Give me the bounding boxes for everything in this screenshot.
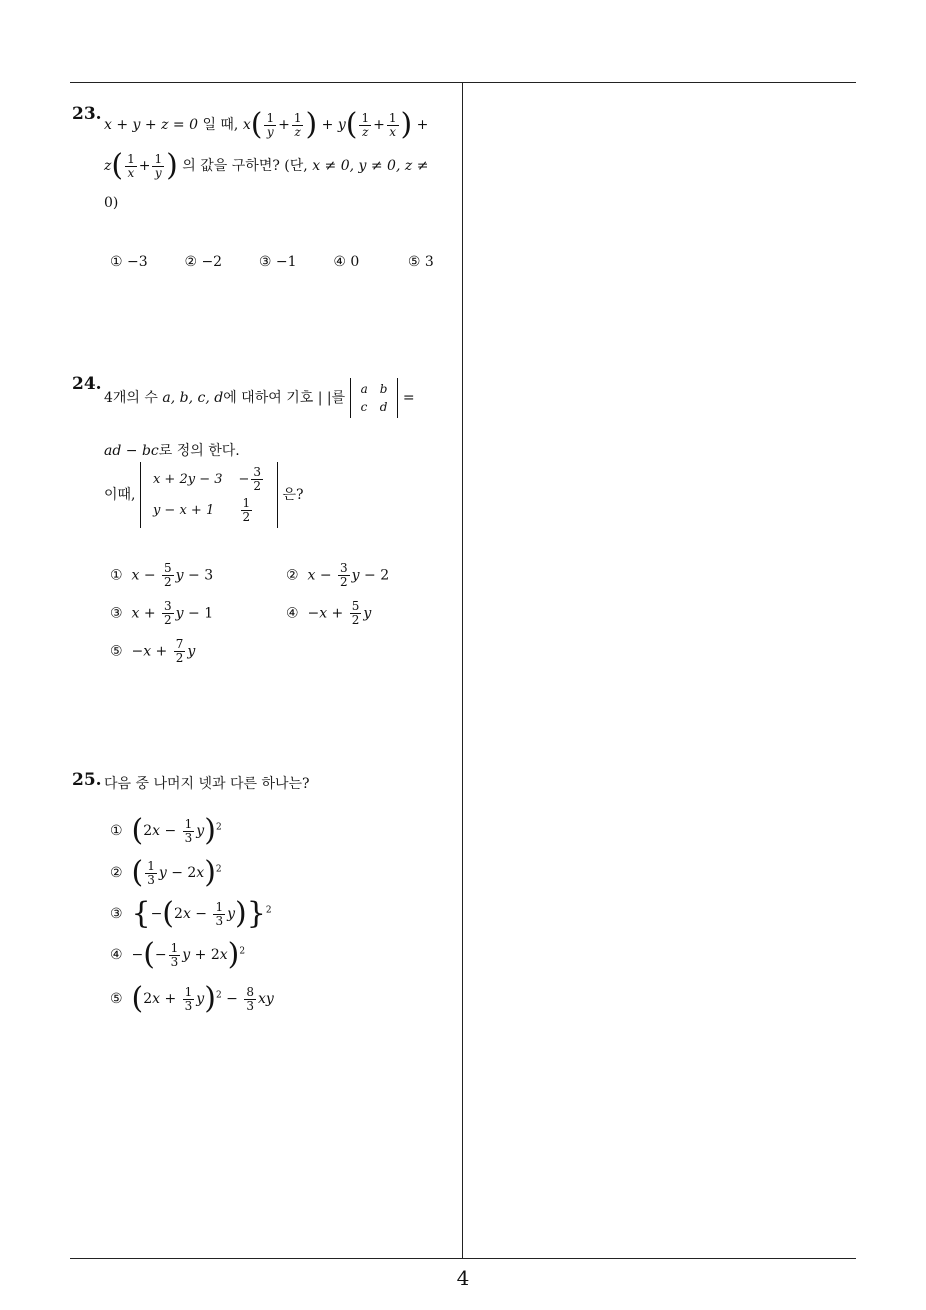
q24-then: 이때, — [104, 487, 136, 503]
q23-domain: x ≠ 0, y ≠ 0, z ≠ — [312, 158, 429, 174]
question-23-number: 23. — [72, 104, 102, 124]
q24-symbol-text: 에 대하여 기호 | |를 — [223, 390, 346, 406]
question-23-line-3: 0) — [104, 195, 119, 211]
q24-vars: a, b, c, d — [162, 390, 224, 406]
determinant-question: x + 2y − 3 − $\frac{3}{2}$ y − x + 1 $\frac{1}{2}$ — [140, 462, 278, 528]
q23-ask: 의 값을 구하면? (단, — [182, 158, 308, 174]
q23-choice-4[interactable]: ④ 0 — [333, 254, 360, 270]
q24-equals: = — [402, 390, 415, 406]
bottom-rule — [70, 1258, 856, 1259]
question-23-line-2: z( $\frac{1}{x}$ + $\frac{1}{y}$ ) 의 값을 구하면? (단, x ≠ 0, y ≠ 0, z ≠ — [104, 148, 429, 183]
q24-definition-expr: ad − bc — [104, 443, 159, 459]
question-23-line-1: x + y + z = 0 일 때, x( $\frac{1}{y}$ + $\frac{1}{z}$ ) + y( $\frac{1}{z}$ + $\frac{1}{x}$ ) + — [104, 107, 429, 142]
q24-ask: 은? — [282, 487, 304, 503]
q24-choice-2[interactable]: ② x − $\frac{3}{2}$ y − 2 — [286, 561, 390, 589]
column-divider — [462, 82, 463, 1259]
q23-choice-5[interactable]: ⑤ 3 — [407, 254, 434, 270]
q24-choice-5[interactable]: ⑤ −x + $\frac{7}{2}$ y — [110, 637, 196, 665]
q24-intro: 4개의 수 — [104, 390, 158, 406]
q24-choice-4[interactable]: ④ −x + $\frac{5}{2}$ y — [286, 599, 372, 627]
q25-choice-1[interactable]: ① (2x − $\frac{1}{3}$ y)$^2$ — [110, 813, 222, 848]
question-24-line-3 — [104, 462, 304, 528]
q25-choice-5[interactable]: ⑤ (2x + $\frac{1}{3}$ y)$^2$ − $\frac{8}{3}$ xy — [110, 981, 274, 1016]
question-23-choices — [110, 254, 448, 270]
question-24-line-2 — [104, 440, 240, 460]
q23-condition: x + y + z = 0 — [104, 117, 198, 133]
determinant-definition: a b c d — [350, 378, 399, 418]
q24-choice-3[interactable]: ③ x + $\frac{3}{2}$ y − 1 — [110, 599, 214, 627]
question-25-prompt: 다음 중 나머지 넷과 다른 하나는? — [104, 776, 310, 792]
q24-definition-text: 로 정의 한다. — [158, 443, 240, 459]
question-25-number: 25. — [72, 770, 102, 790]
q25-choice-2[interactable]: ② ( $\frac{1}{3}$ y − 2x)$^2$ — [110, 855, 222, 890]
q25-choice-4[interactable]: ④ −(− $\frac{1}{3}$ y + 2x)$^2$ — [110, 937, 246, 972]
question-24-number: 24. — [72, 374, 102, 394]
q25-choice-3[interactable]: ③ {−(2x − $\frac{1}{3}$ y)}$^2$ — [110, 896, 272, 931]
q23-when: 일 때, — [202, 117, 239, 133]
q24-choice-1[interactable]: ① x − $\frac{5}{2}$ y − 3 — [110, 561, 214, 589]
question-24-line-1 — [104, 378, 415, 418]
q23-choice-2[interactable]: ② −2 — [184, 254, 223, 270]
q23-choice-1[interactable]: ① −3 — [110, 254, 148, 270]
top-rule — [70, 82, 856, 83]
page-number: 4 — [456, 1266, 470, 1290]
q23-choice-3[interactable]: ③ −1 — [258, 254, 297, 270]
